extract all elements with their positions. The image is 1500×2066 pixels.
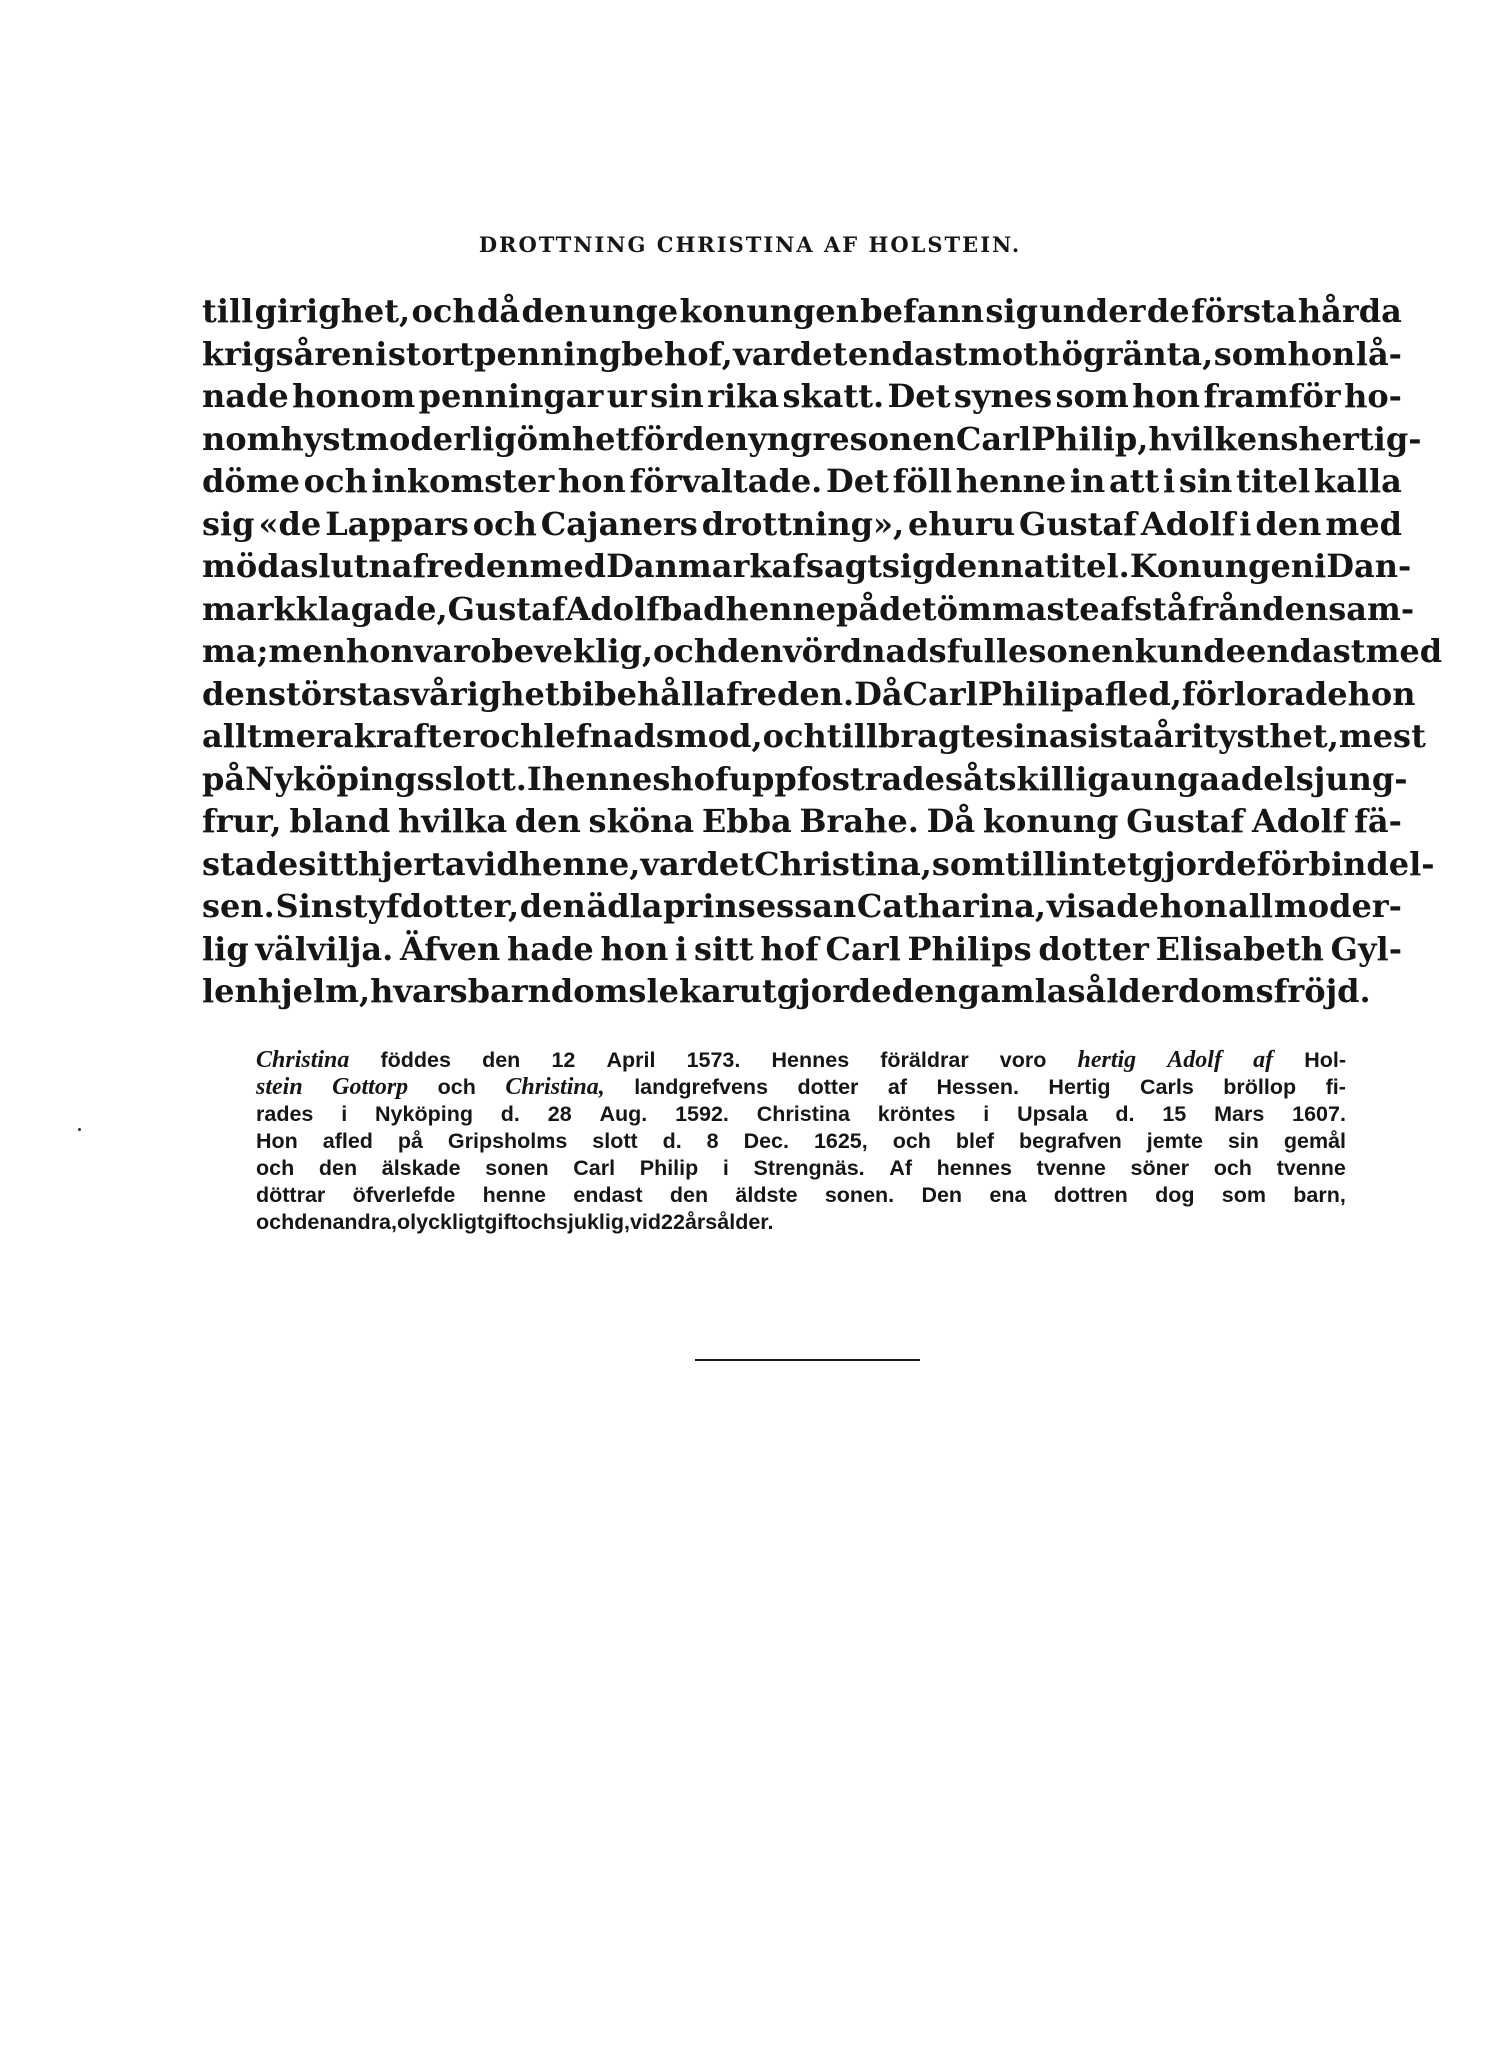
footnote-paragraph: [256, 1047, 1346, 1236]
body-line: möda slutna freden med Danmark afsagt sig denna titel. Konungen i Dan-: [202, 547, 1412, 585]
body-line: nade honom penningar ur sin rika skatt. Det synes som hon framför ho-: [202, 377, 1402, 415]
notes-line: stein Gottorp och Christina, landgrefvens dotter af Hessen. Hertig Carls bröllop fi-: [256, 1074, 1346, 1100]
body-line: frur, bland hvilka den sköna Ebba Brahe. Då konung Gustaf Adolf fä-: [202, 802, 1402, 840]
notes-line: och den andra, olyckligt gift och sjuklig, vid 22 års ålder.: [256, 1210, 774, 1234]
body-line: mark klagade, Gustaf Adolf bad henne på det ömmaste afstå från densam-: [202, 589, 1415, 628]
notes-line: Christina föddes den 12 April 1573. Hennes föräldrar voro hertig Adolf af Hol-: [256, 1047, 1346, 1073]
body-line: stade sitt hjerta vid henne, var det Christina, som tillintetgjorde förbindel-: [202, 844, 1435, 883]
notes-line: och den älskade sonen Carl Philip i Strengnäs. Af hennes tvenne söner och tvenne: [256, 1156, 1346, 1180]
body-line: krigsåren i stort penningbehof, var det endast mot hög ränta, som hon lå-: [202, 334, 1402, 373]
body-line: sig «de Lappars och Cajaners drottning», ehuru Gustaf Adolf i den med: [202, 504, 1402, 543]
main-paragraph: [202, 290, 1443, 1013]
body-line: den största svårighet bibehålla freden. Då Carl Philip afled, förlorade hon: [202, 674, 1416, 713]
body-line: till girighet, och då den unge konungen befann sig under de första hårda: [202, 292, 1402, 330]
running-header: DROTTNING CHRISTINA AF HOLSTEIN.: [478, 232, 1022, 257]
body-line: på Nyköpings slott. I hennes hof uppfostrades åtskilliga unga adelsjung-: [202, 759, 1408, 798]
notes-line: döttrar öfverlefde henne endast den äldste sonen. Den ena dottren dog som barn,: [256, 1183, 1346, 1207]
body-line: lig välvilja. Äfven hade hon i sitt hof Carl Philips dotter Elisabeth Gyl-: [202, 929, 1402, 968]
end-rule: [695, 1359, 920, 1361]
body-line: sen. Sin styfdotter, den ädla prinsessan Catharina, visade hon all moder-: [202, 887, 1402, 925]
body-line: allt mera krafter och lefnadsmod, och tillbragte sina sista år i tysthet, mest: [202, 717, 1426, 755]
stray-mark: [78, 1128, 81, 1131]
body-line: ma; men hon var obeveklig, och den vördnadsfulle sonen kunde endast med: [202, 632, 1443, 670]
body-line: lenhjelm, hvars barndomslekar utgjorde den gamlas ålderdomsfröjd.: [202, 972, 1371, 1010]
notes-line: rades i Nyköping d. 28 Aug. 1592. Christina kröntes i Upsala d. 15 Mars 1607.: [256, 1102, 1346, 1126]
body-line: döme och inkomster hon förvaltade. Det föll henne in att i sin titel kalla: [202, 462, 1402, 500]
body-line: nom hyst moderlig ömhet för den yngre sonen Carl Philip, hvilkens hertig-: [202, 419, 1422, 458]
notes-line: Hon afled på Gripsholms slott d. 8 Dec. 1625, och blef begrafven jemte sin gemål: [256, 1129, 1346, 1153]
